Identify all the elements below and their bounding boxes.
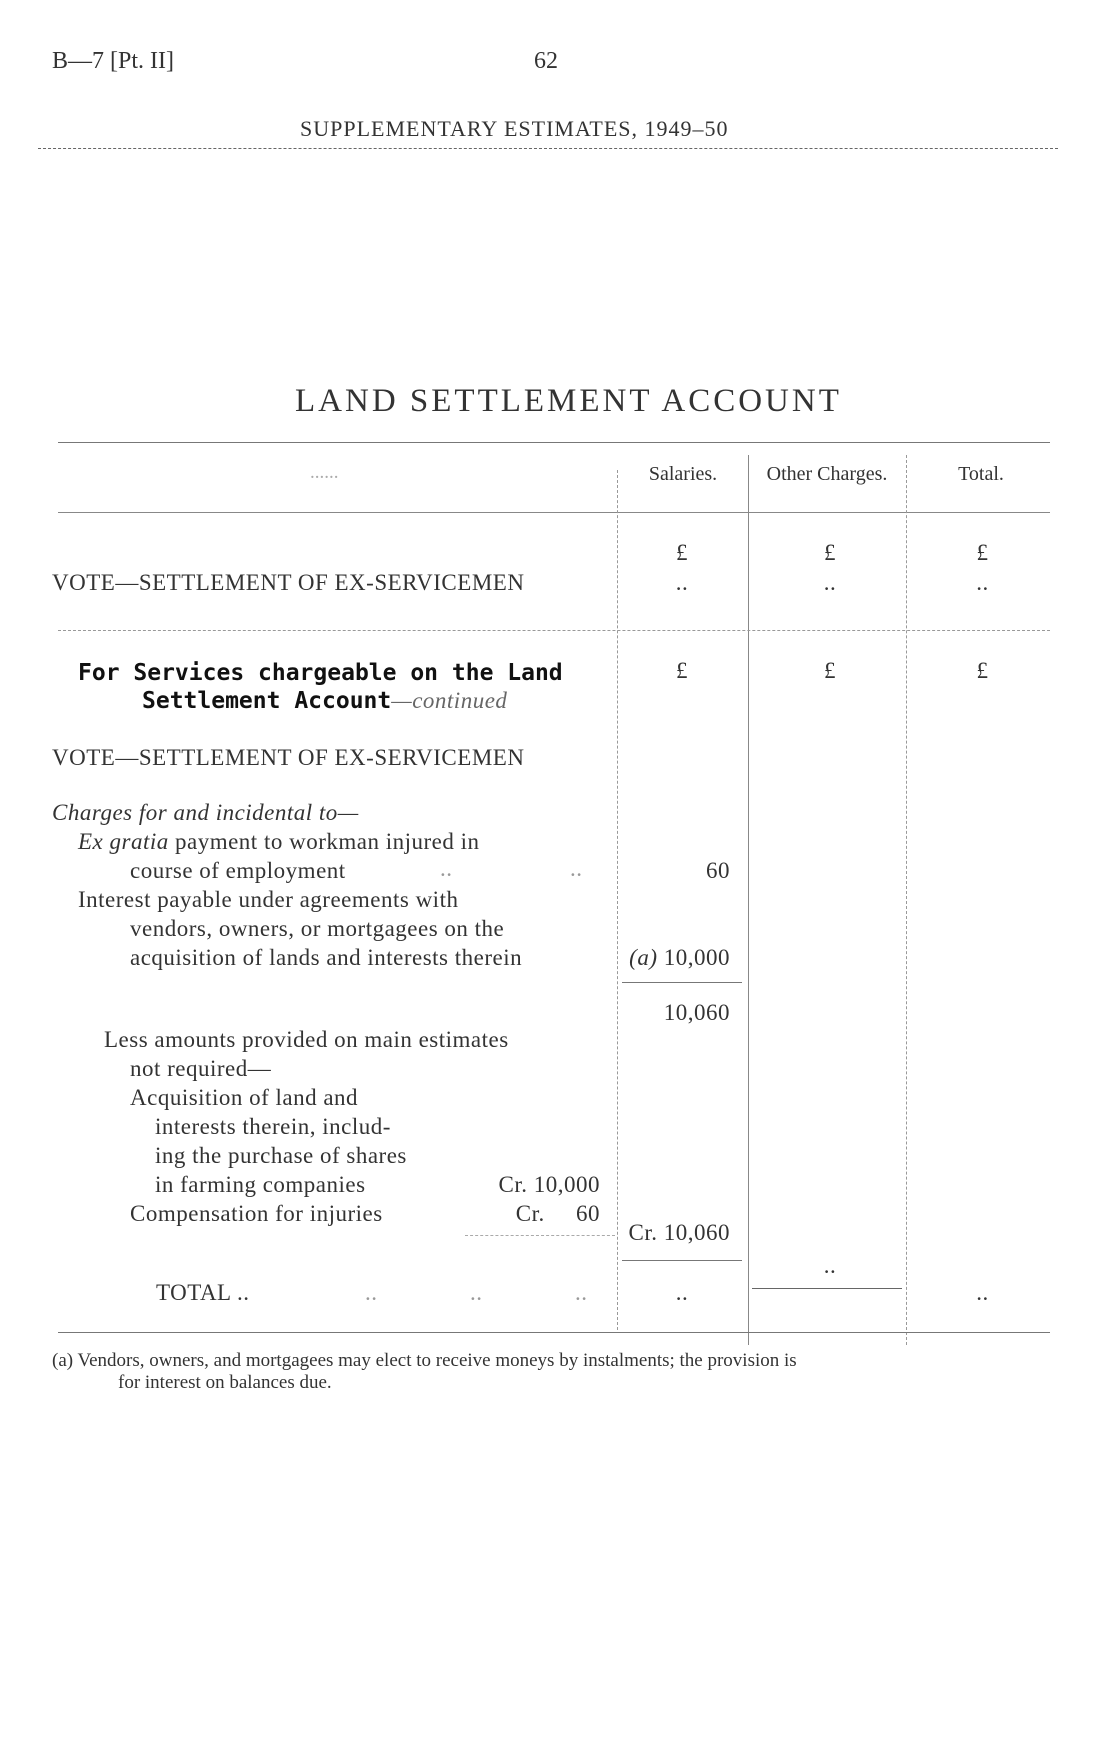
total-total: .. — [976, 1280, 989, 1305]
item2-footnote-ref: (a) — [629, 945, 658, 970]
page-number: 62 — [534, 48, 558, 74]
less-item1-line2: interests therein, includ- — [155, 1114, 391, 1139]
page-title: LAND SETTLEMENT ACCOUNT — [295, 383, 842, 419]
less-item1-line4: in farming companies — [155, 1172, 366, 1197]
summary-other-charges: .. — [823, 570, 837, 595]
subtotal-rule — [622, 982, 742, 983]
header-rule — [38, 148, 1058, 149]
total-leader-3: .. — [575, 1280, 588, 1305]
footnote-line2: for interest on balances due. — [118, 1372, 332, 1393]
detail-heading-line2 — [142, 688, 507, 714]
item2-line1: Interest payable under agreements with — [78, 887, 459, 912]
col-rule-3 — [906, 455, 907, 1345]
running-title: SUPPLEMENTARY ESTIMATES, 1949–50 — [300, 116, 729, 141]
less-total-rule — [622, 1260, 742, 1261]
col-rule-2 — [748, 455, 749, 1345]
item1-leader-1: .. — [440, 856, 453, 881]
summary-total: .. — [976, 570, 989, 595]
total-leader-2: .. — [470, 1280, 483, 1305]
table-top-rule — [58, 442, 1050, 443]
less-item1-line3: ing the purchase of shares — [155, 1143, 407, 1168]
less-line1: Less amounts provided on main estimates — [104, 1027, 509, 1052]
total-salaries: .. — [675, 1280, 689, 1305]
currency-other-charges: £ — [824, 540, 836, 565]
summary-vote-label: VOTE—SETTLEMENT OF EX-SERVICEMEN — [52, 570, 525, 595]
item1-text: payment to workman injured in — [175, 829, 480, 854]
item2-line3: acquisition of lands and interests therein — [130, 945, 523, 970]
detail-vote-label: VOTE—SETTLEMENT OF EX-SERVICEMEN — [52, 745, 525, 770]
currency-total: £ — [976, 540, 989, 565]
col-rule-1 — [617, 470, 618, 1330]
detail-heading-line1: For Services chargeable on the Land — [78, 660, 563, 686]
col-total-header: Total. — [958, 463, 1004, 485]
item1-ex-gratia: Ex gratia — [78, 829, 169, 854]
other-charges-dots: .. — [823, 1253, 837, 1278]
detail-currency-salaries: £ — [676, 658, 688, 683]
section-reference: B—7 [Pt. II] — [52, 48, 174, 74]
col-description-header: ...... — [310, 462, 339, 483]
less-sum-rule — [465, 1235, 615, 1236]
item2-salaries-value — [617, 945, 730, 971]
less-line2: not required— — [130, 1056, 272, 1081]
summary-salaries: .. — [675, 570, 689, 595]
detail-currency-total: £ — [976, 658, 989, 683]
summary-bottom-rule — [58, 630, 1050, 631]
detail-heading-continued: —continued — [391, 688, 508, 713]
other-charges-total-rule — [752, 1288, 902, 1289]
table-bottom-rule — [58, 1332, 1050, 1333]
item2-amount: 10,000 — [663, 945, 730, 970]
detail-heading-account: Settlement Account — [142, 688, 392, 714]
detail-currency-other-charges: £ — [824, 658, 836, 683]
footnote-line1: (a) Vendors, owners, and mortgagees may elect to receive moneys by instalments; the provision is — [52, 1350, 797, 1371]
header-bottom-rule — [58, 512, 1050, 513]
total-leader-1: .. — [365, 1280, 378, 1305]
col-salaries-header: Salaries. — [648, 463, 718, 485]
subtotal-value: 10,060 — [663, 1000, 730, 1025]
item2-line2: vendors, owners, or mortgagees on the — [130, 916, 505, 941]
item1-line2: course of employment — [130, 858, 346, 883]
total-label: TOTAL .. — [156, 1280, 250, 1305]
col-other-charges-header: Other Charges. — [766, 463, 888, 485]
currency-salaries: £ — [676, 540, 688, 565]
item1-line1 — [78, 829, 480, 855]
item1-leader-2: .. — [570, 856, 583, 881]
less-item2-value: Cr. 60 — [515, 1201, 600, 1226]
less-item1-value: Cr. 10,000 — [498, 1172, 600, 1197]
less-total-value: Cr. 10,060 — [628, 1220, 730, 1245]
less-item2-label: Compensation for injuries — [130, 1201, 383, 1226]
item1-salaries-value: 60 — [706, 858, 730, 883]
charges-intro: Charges for and incidental to— — [52, 800, 359, 825]
less-item1-line1: Acquisition of land and — [130, 1085, 359, 1110]
